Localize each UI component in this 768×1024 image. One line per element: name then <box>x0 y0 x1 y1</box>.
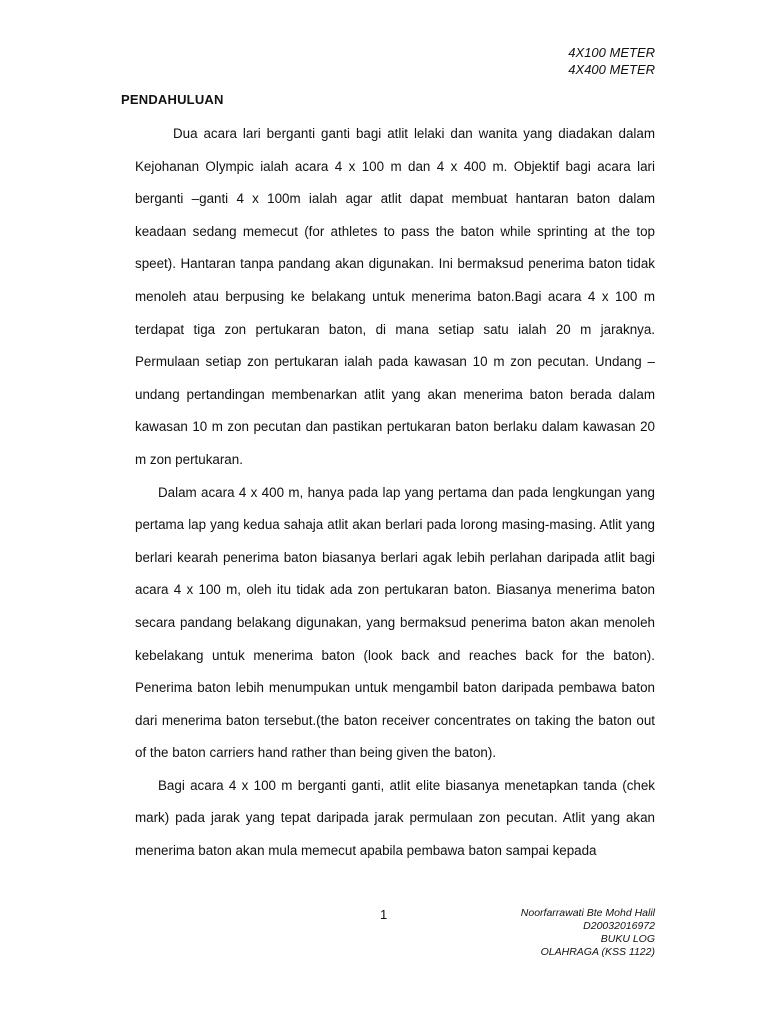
paragraph-1: Dua acara lari berganti ganti bagi atlit lelaki dan wanita yang diadakan dalam Kejohanan Olympic ialah acara 4 x 100 m dan 4 x 400 m. Objektif bagi acara lari berganti –ganti 4 x 100m ialah agar atlit dapat membuat hantaran baton dalam keadaan sedang memecut (for athletes to pass the baton while sprinting at the top speet). Hantaran tanpa pandang akan digunakan. Ini bermaksud penerima baton tidak menoleh atau berpusing ke belakang untuk menerima baton.Bagi acara 4 x 100 m terdapat tiga zon pertukaran baton, di mana setiap satu ialah 20 m jaraknya. Permulaan setiap zon pertukaran ialah pada kawasan 10 m zon pecutan. Undang – undang pertandingan membenarkan atlit yang akan menerima baton berada dalam kawasan 10 m zon pecutan dan pastikan pertukaran baton berlaku dalam kawasan 20 m zon pertukaran. <box>135 126 655 467</box>
paragraph-3: Bagi acara 4 x 100 m berganti ganti, atlit elite biasanya menetapkan tanda (chek mark) pada jarak yang tepat daripada jarak permulaan zon pecutan. Atlit yang akan menerima baton akan mula memecut apabila pembawa baton sampai kepada <box>135 777 655 859</box>
paragraph-2: Dalam acara 4 x 400 m, hanya pada lap yang pertama dan pada lengkungan yang pertama lap yang kedua sahaja atlit akan berlari pada lorong masing-masing. Atlit yang berlari kearah penerima baton biasanya berlari agak lebih perlahan daripada atlit bagi acara 4 x 100 m, oleh itu tidak ada zon pertukaran baton. Biasanya menerima baton secara pandang belakang digunakan, yang bermaksud penerima baton akan menoleh kebelakang untuk menerima baton (look back and reaches back for the baton). Penerima baton lebih menumpukan untuk mengambil baton daripada pembawa baton dari menerima baton tersebut.(the baton receiver concentrates on taking the baton out of the baton carriers hand rather than being given the baton). <box>135 484 655 761</box>
footer-course: OLAHRAGA (KSS 1122) <box>540 946 655 958</box>
body-text <box>135 118 655 868</box>
page-number: 1 <box>380 907 388 922</box>
footer-author: Noorfarrawati Bte Mohd Halil <box>520 907 655 919</box>
footer-student-id: D20032016972 <box>583 920 655 932</box>
header-line-2: 4X400 METER <box>568 62 655 77</box>
section-title: PENDAHULUAN <box>121 92 224 107</box>
page-footer <box>521 907 655 959</box>
page-header <box>568 44 655 78</box>
footer-doc-type: BUKU LOG <box>600 933 655 945</box>
header-line-1: 4X100 METER <box>568 45 655 60</box>
